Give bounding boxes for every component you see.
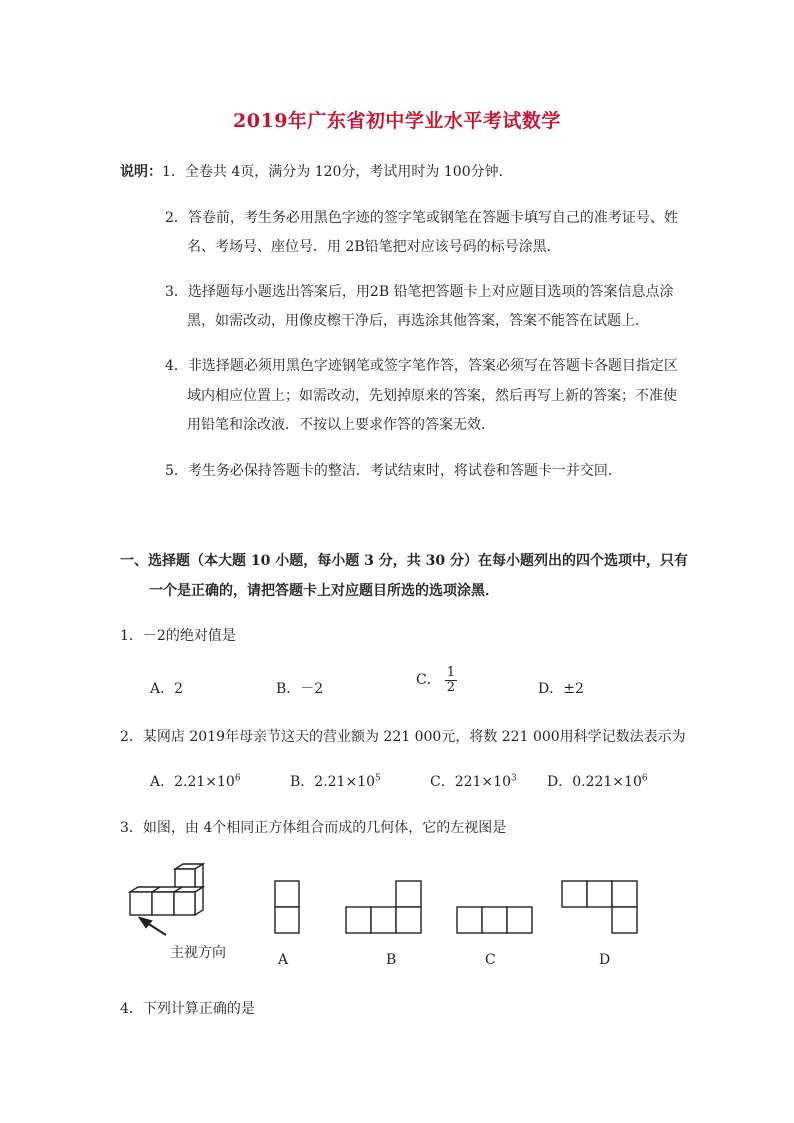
section-heading: 一、选择题（本大题 10 小题，每小题 3 分，共 30 分）在每小题列出的四个选项中，只有: [120, 553, 688, 569]
q2-option-a-base: A．2.21×10: [150, 774, 235, 790]
instruction-item: 用铅笔和涂改液．不按以上要求作答的答案无效．: [187, 417, 495, 433]
q3-option-a-figure: [274, 880, 304, 970]
q2-option-b: [290, 771, 381, 791]
section-heading-cont: 一个是正确的，请把答题卡上对应题目所选的选项涂黑．: [149, 583, 499, 599]
q2-option-c: [430, 771, 517, 791]
q1-option-d: D．±2: [538, 681, 584, 697]
q2-option-c-base: C．221×10: [430, 774, 511, 790]
instructions-label: 说明：: [120, 164, 162, 180]
fraction: [445, 666, 457, 694]
instruction-item: 域内相应位置上；如需改动，先划掉原来的答案，然后再写上新的答案；不准使: [187, 388, 677, 404]
main-view-direction-label: 主视方向: [170, 945, 226, 961]
instruction-item: 3．选择题每小题选出答案后，用2B 铅笔把答题卡上对应题目选项的答案信息点涂: [165, 284, 674, 300]
q3-option-b-figure: [345, 880, 425, 970]
q1-option-c-prefix: C．: [416, 672, 441, 689]
q2-option-d-exp: 6: [641, 773, 648, 784]
q2-option-c-exp: 3: [510, 773, 517, 784]
q3-option-d-figure: [561, 880, 641, 970]
question-4-stem: 4．下列计算正确的是: [120, 1001, 255, 1017]
question-2-stem: 2．某网店 2019年母亲节这天的营业额为 221 000元，将数 221 000用科学记数法表示为: [120, 729, 686, 745]
q3-option-c-label: C: [485, 952, 496, 968]
q3-solid-figure: [120, 860, 240, 970]
q2-option-d-base: D．0.221×10: [547, 774, 642, 790]
instruction-item: 2．答卷前，考生务必用黑色字迹的签字笔或钢笔在答题卡填写自己的准考证号、姓: [165, 210, 678, 226]
q2-option-b-base: B．2.21×10: [290, 774, 376, 790]
question-1-stem: 1．－2的绝对值是: [120, 628, 236, 644]
fraction-denominator: 2: [446, 679, 455, 695]
page-title: 2019年广东省初中学业水平考试数学: [233, 110, 561, 132]
fraction-numerator: 1: [446, 665, 455, 680]
q3-option-a-label: A: [278, 952, 289, 968]
instruction-item: 名、考场号、座位号．用 2B铅笔把对应该号码的标号涂黑．: [187, 239, 561, 255]
question-3-stem: 3．如图，由 4个相同正方体组合而成的几何体，它的左视图是: [120, 820, 507, 836]
q2-option-a: [150, 771, 241, 791]
q1-option-c: [416, 666, 457, 694]
q2-option-a-exp: 6: [234, 773, 241, 784]
q1-option-a: A．2: [150, 681, 184, 697]
q2-option-d: [547, 771, 648, 791]
instruction-item: 4．非选择题必须用黑色字迹钢笔或签字笔作答，答案必须写在答题卡各题目指定区: [165, 358, 678, 374]
q3-option-b-label: B: [386, 952, 397, 968]
instructions-line-1: [120, 161, 513, 181]
instruction-item: 黑，如需改动，用像皮檫干净后，再选涂其他答案，答案不能答在试题上．: [187, 313, 649, 329]
instruction-item: 5．考生务必保持答题卡的整洁．考试结束时，将试卷和答题卡一并交回．: [165, 463, 622, 479]
instruction-item: 1．全卷共 4页，满分为 120分，考试用时为 100分钟．: [162, 164, 513, 180]
q3-option-d-label: D: [599, 952, 611, 968]
q3-option-c-figure: [456, 880, 536, 970]
q2-option-b-exp: 5: [375, 773, 381, 784]
q1-option-b: B．－2: [276, 681, 324, 697]
